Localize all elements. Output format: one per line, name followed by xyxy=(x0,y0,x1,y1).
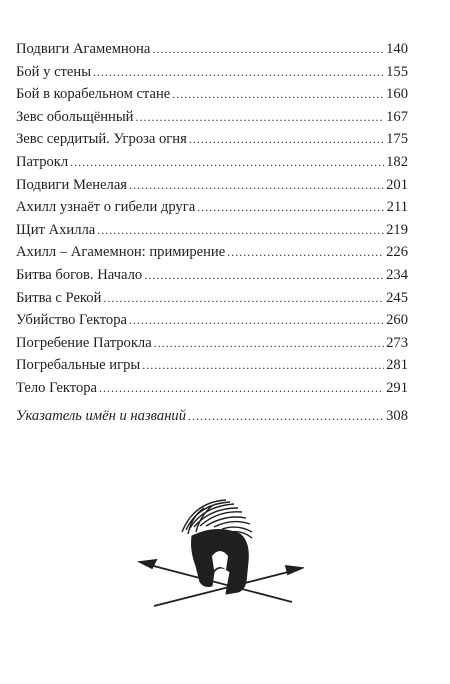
toc-entry-title: Зевс обольщённый xyxy=(16,108,134,125)
toc-entry[interactable] xyxy=(16,106,408,129)
dot-leader xyxy=(135,106,384,129)
toc-entry[interactable] xyxy=(16,287,408,310)
toc-entry-page: 273 xyxy=(386,334,408,351)
toc-entry[interactable] xyxy=(16,38,408,61)
toc-entry-title: Указатель имён и названий xyxy=(16,408,187,424)
toc-entry-title: Битва богов. Начало xyxy=(16,266,143,283)
toc-entry-title: Убийство Гектора xyxy=(16,312,128,329)
toc-entry-title: Патрокл xyxy=(16,153,69,170)
toc-entry-title: Подвиги Менелая xyxy=(16,176,128,193)
dot-leader xyxy=(172,83,384,106)
dot-leader xyxy=(129,174,384,197)
dot-leader xyxy=(142,354,384,377)
dot-leader xyxy=(188,405,384,428)
dot-leader xyxy=(93,61,384,84)
toc-entry[interactable] xyxy=(16,332,408,355)
toc-entry-title: Бой у стены xyxy=(16,63,92,80)
toc-entry-title: Погребальные игры xyxy=(16,357,141,374)
toc-entry-page: 211 xyxy=(386,199,408,216)
toc-entry-page: 155 xyxy=(386,63,408,80)
toc-entry[interactable] xyxy=(16,354,408,377)
toc-entry-page: 291 xyxy=(386,379,408,396)
toc-entry[interactable] xyxy=(16,309,408,332)
dot-leader xyxy=(189,128,384,151)
toc-entry-title: Бой в корабельном стане xyxy=(16,86,171,103)
toc-entry[interactable] xyxy=(16,377,408,400)
dot-leader xyxy=(154,332,384,355)
toc-entry-page: 160 xyxy=(386,86,408,103)
toc-entry[interactable] xyxy=(16,83,408,106)
index-section xyxy=(16,405,408,428)
toc-entry-page: 219 xyxy=(386,221,408,238)
toc-entry[interactable] xyxy=(16,151,408,174)
toc-entry-title: Подвиги Агамемнона xyxy=(16,41,151,57)
greek-helmet-crossed-spears-icon xyxy=(134,494,304,614)
table-of-contents xyxy=(16,38,408,400)
toc-entry-title: Битва с Рекой xyxy=(16,289,102,306)
dot-leader xyxy=(227,241,384,264)
toc-entry[interactable] xyxy=(16,196,408,219)
toc-entry[interactable] xyxy=(16,264,408,287)
toc-entry-page: 234 xyxy=(386,266,408,283)
toc-entry[interactable] xyxy=(16,219,408,242)
dot-leader xyxy=(144,264,384,287)
toc-entry[interactable] xyxy=(16,241,408,264)
dot-leader xyxy=(129,309,384,332)
dot-leader xyxy=(99,377,384,400)
toc-entry-title: Погребение Патрокла xyxy=(16,334,152,351)
toc-entry-page: 167 xyxy=(386,108,408,125)
toc-entry-page: 260 xyxy=(386,312,408,329)
toc-entry[interactable] xyxy=(16,61,408,84)
toc-entry-page: 201 xyxy=(386,176,408,193)
toc-entry-index[interactable] xyxy=(16,405,408,428)
dot-leader xyxy=(103,287,384,310)
toc-entry-page: 226 xyxy=(386,244,408,261)
toc-entry-title: Зевс сердитый. Угроза огня xyxy=(16,131,187,148)
toc-entry-page: 281 xyxy=(386,357,408,374)
toc-entry[interactable] xyxy=(16,128,408,151)
toc-entry-page: 245 xyxy=(386,289,408,306)
toc-entry[interactable] xyxy=(16,174,408,197)
toc-entry-title: Щит Ахилла xyxy=(16,221,96,238)
dot-leader xyxy=(97,219,384,242)
dot-leader xyxy=(70,151,384,174)
toc-entry-page: 308 xyxy=(386,408,408,424)
dot-leader xyxy=(197,196,384,219)
toc-entry-page: 175 xyxy=(386,131,408,148)
toc-entry-page: 140 xyxy=(386,41,408,57)
toc-entry-title: Ахилл – Агамемнон: примирение xyxy=(16,244,226,261)
toc-entry-title: Ахилл узнаёт о гибели друга xyxy=(16,199,196,216)
toc-entry-title: Тело Гектора xyxy=(16,379,98,396)
toc-entry-page: 182 xyxy=(386,153,408,170)
dot-leader xyxy=(152,38,384,61)
